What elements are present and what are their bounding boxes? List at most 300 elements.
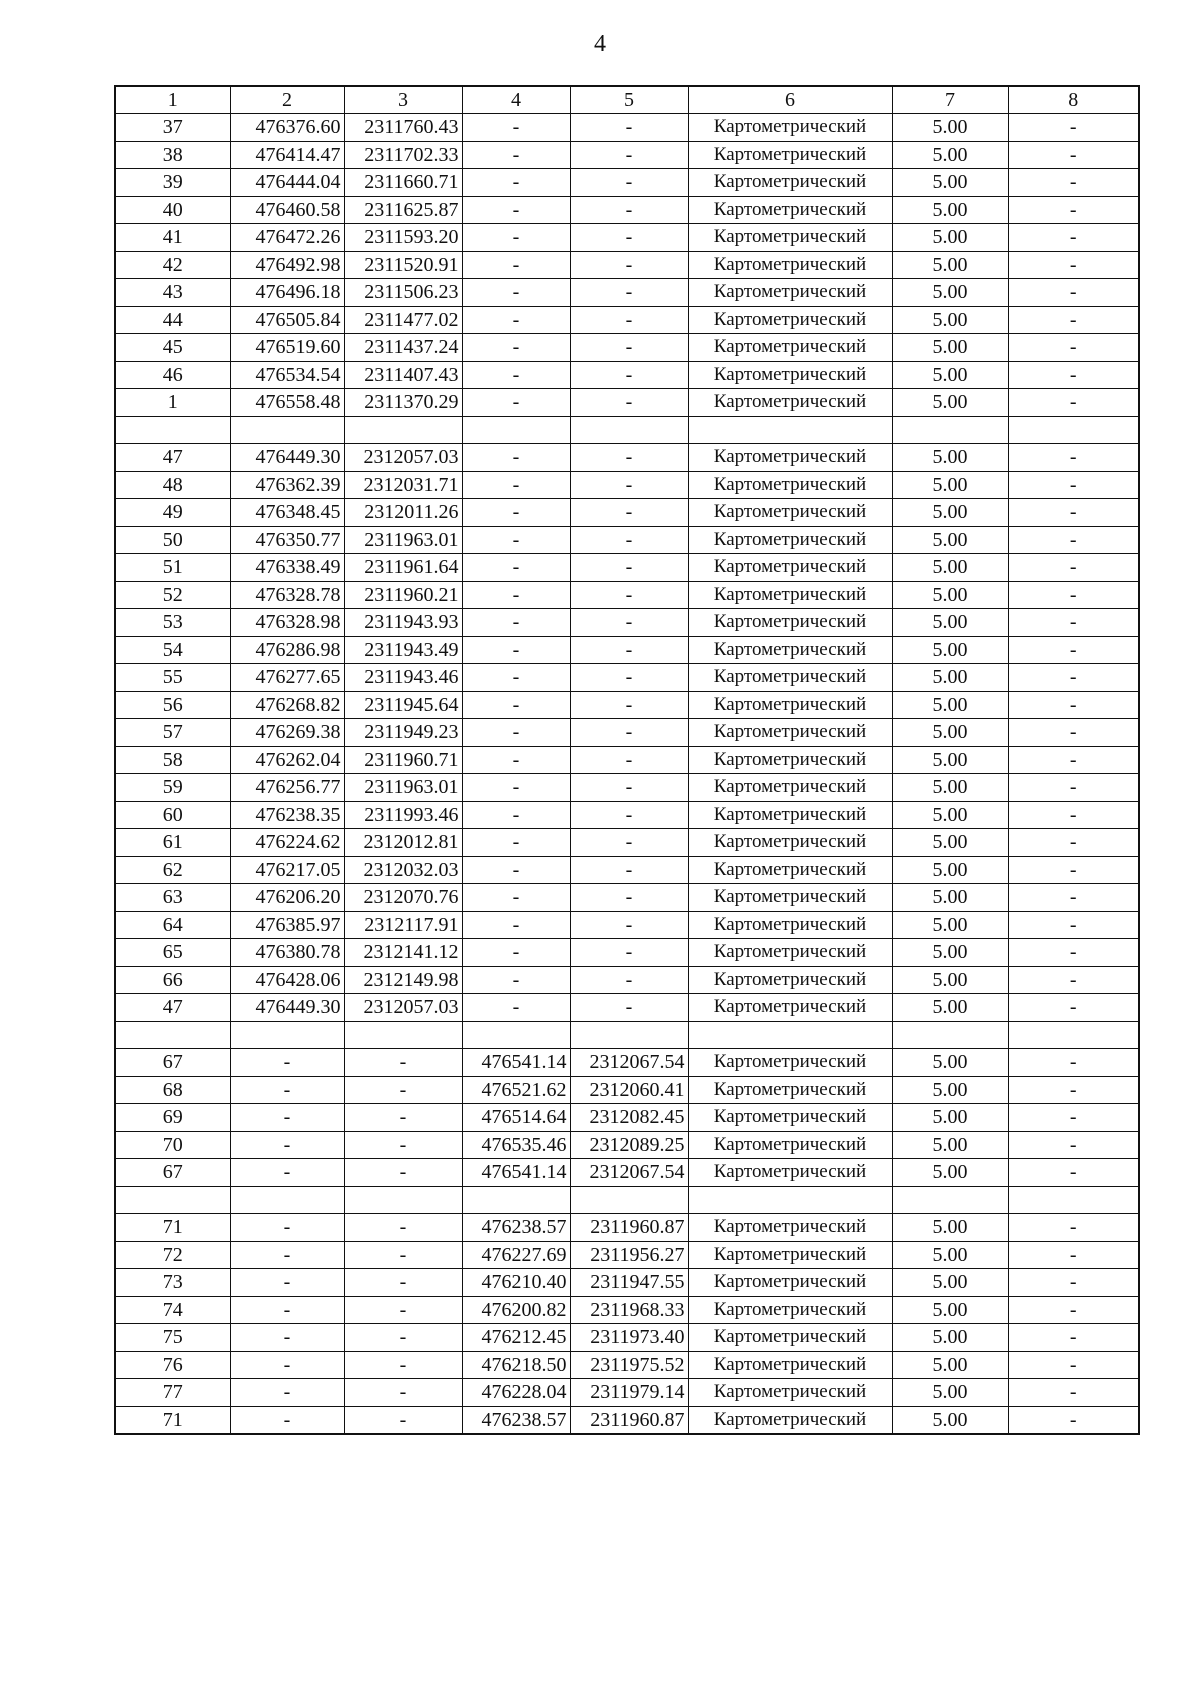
precision-cell: 5.00 — [892, 554, 1008, 582]
y-existing-cell: 2311437.24 — [344, 334, 462, 362]
description-cell: - — [1008, 169, 1139, 197]
x-new-cell: - — [462, 141, 570, 169]
table-row — [115, 1241, 1139, 1269]
x-new-cell: - — [462, 526, 570, 554]
description-cell: - — [1008, 224, 1139, 252]
y-existing-cell: - — [344, 1324, 462, 1352]
table-row — [115, 939, 1139, 967]
method-cell: Картометрический — [688, 994, 892, 1022]
x-existing-cell: 476519.60 — [230, 334, 344, 362]
x-new-cell: 476238.57 — [462, 1214, 570, 1242]
y-existing-cell: 2311960.71 — [344, 746, 462, 774]
precision-cell: 5.00 — [892, 884, 1008, 912]
separator-row — [115, 1021, 1139, 1049]
description-cell: - — [1008, 1076, 1139, 1104]
x-new-cell: 476210.40 — [462, 1269, 570, 1297]
y-existing-cell: - — [344, 1131, 462, 1159]
description-cell: - — [1008, 361, 1139, 389]
y-existing-cell: 2311943.49 — [344, 636, 462, 664]
y-existing-cell: 2311660.71 — [344, 169, 462, 197]
table-row — [115, 554, 1139, 582]
y-existing-cell: - — [344, 1296, 462, 1324]
x-new-cell: 476541.14 — [462, 1159, 570, 1187]
x-new-cell: - — [462, 306, 570, 334]
x-existing-cell: 476380.78 — [230, 939, 344, 967]
x-existing-cell: 476338.49 — [230, 554, 344, 582]
point-number-cell: 60 — [115, 801, 230, 829]
table-row — [115, 774, 1139, 802]
table-row — [115, 966, 1139, 994]
method-cell: Картометрический — [688, 1241, 892, 1269]
y-new-cell: 2311956.27 — [570, 1241, 688, 1269]
table-row — [115, 279, 1139, 307]
y-existing-cell: 2311963.01 — [344, 526, 462, 554]
header-cell: 2 — [230, 86, 344, 114]
y-new-cell: - — [570, 994, 688, 1022]
y-new-cell: - — [570, 444, 688, 472]
x-existing-cell: - — [230, 1324, 344, 1352]
description-cell: - — [1008, 801, 1139, 829]
method-cell: Картометрический — [688, 114, 892, 142]
x-existing-cell: 476350.77 — [230, 526, 344, 554]
method-cell — [688, 1021, 892, 1049]
precision-cell: 5.00 — [892, 361, 1008, 389]
precision-cell: 5.00 — [892, 499, 1008, 527]
point-number-cell: 77 — [115, 1379, 230, 1407]
x-new-cell: 476228.04 — [462, 1379, 570, 1407]
method-cell: Картометрический — [688, 1324, 892, 1352]
y-existing-cell: 2311945.64 — [344, 691, 462, 719]
y-existing-cell — [344, 416, 462, 444]
table-row — [115, 499, 1139, 527]
y-existing-cell: 2311407.43 — [344, 361, 462, 389]
description-cell — [1008, 1021, 1139, 1049]
method-cell: Картометрический — [688, 279, 892, 307]
table-row — [115, 1076, 1139, 1104]
y-new-cell: - — [570, 609, 688, 637]
point-number-cell: 43 — [115, 279, 230, 307]
point-number-cell: 45 — [115, 334, 230, 362]
point-number-cell: 47 — [115, 994, 230, 1022]
y-new-cell: - — [570, 334, 688, 362]
table-row — [115, 691, 1139, 719]
header-cell: 4 — [462, 86, 570, 114]
point-number-cell: 56 — [115, 691, 230, 719]
description-cell: - — [1008, 1269, 1139, 1297]
x-existing-cell: 476286.98 — [230, 636, 344, 664]
x-existing-cell: 476269.38 — [230, 719, 344, 747]
precision-cell: 5.00 — [892, 471, 1008, 499]
x-new-cell: 476200.82 — [462, 1296, 570, 1324]
table-row — [115, 719, 1139, 747]
precision-cell: 5.00 — [892, 141, 1008, 169]
point-number-cell: 71 — [115, 1406, 230, 1434]
y-existing-cell: 2312057.03 — [344, 994, 462, 1022]
precision-cell: 5.00 — [892, 691, 1008, 719]
x-existing-cell: 476492.98 — [230, 251, 344, 279]
x-new-cell: - — [462, 911, 570, 939]
table-row — [115, 1379, 1139, 1407]
x-new-cell: 476541.14 — [462, 1049, 570, 1077]
x-new-cell: - — [462, 196, 570, 224]
table-row — [115, 994, 1139, 1022]
method-cell: Картометрический — [688, 169, 892, 197]
x-existing-cell: 476444.04 — [230, 169, 344, 197]
x-existing-cell: 476268.82 — [230, 691, 344, 719]
x-existing-cell: 476472.26 — [230, 224, 344, 252]
y-existing-cell: 2312141.12 — [344, 939, 462, 967]
point-number-cell: 67 — [115, 1049, 230, 1077]
method-cell: Картометрический — [688, 334, 892, 362]
description-cell: - — [1008, 1241, 1139, 1269]
y-existing-cell: 2311961.64 — [344, 554, 462, 582]
description-cell: - — [1008, 1214, 1139, 1242]
method-cell: Картометрический — [688, 801, 892, 829]
x-existing-cell: 476328.98 — [230, 609, 344, 637]
method-cell: Картометрический — [688, 829, 892, 857]
method-cell: Картометрический — [688, 389, 892, 417]
method-cell: Картометрический — [688, 224, 892, 252]
x-new-cell: - — [462, 884, 570, 912]
point-number-cell: 51 — [115, 554, 230, 582]
y-new-cell: - — [570, 499, 688, 527]
x-new-cell: 476227.69 — [462, 1241, 570, 1269]
table-row — [115, 801, 1139, 829]
method-cell: Картометрический — [688, 1351, 892, 1379]
x-new-cell: - — [462, 609, 570, 637]
y-new-cell: - — [570, 141, 688, 169]
y-new-cell: - — [570, 526, 688, 554]
y-existing-cell: 2311702.33 — [344, 141, 462, 169]
y-existing-cell: 2311949.23 — [344, 719, 462, 747]
method-cell — [688, 416, 892, 444]
y-new-cell: - — [570, 911, 688, 939]
point-number-cell: 54 — [115, 636, 230, 664]
table-row — [115, 746, 1139, 774]
table-row — [115, 829, 1139, 857]
precision-cell: 5.00 — [892, 856, 1008, 884]
y-new-cell: - — [570, 169, 688, 197]
y-existing-cell: - — [344, 1406, 462, 1434]
x-new-cell — [462, 1021, 570, 1049]
table-row — [115, 1296, 1139, 1324]
table-row — [115, 114, 1139, 142]
x-existing-cell: 476224.62 — [230, 829, 344, 857]
precision-cell: 5.00 — [892, 746, 1008, 774]
table-row — [115, 1406, 1139, 1434]
table-body — [115, 86, 1139, 1434]
method-cell: Картометрический — [688, 1131, 892, 1159]
table-row — [115, 444, 1139, 472]
table-row — [115, 1324, 1139, 1352]
y-new-cell: 2312060.41 — [570, 1076, 688, 1104]
x-new-cell: - — [462, 636, 570, 664]
table-row — [115, 609, 1139, 637]
y-new-cell: - — [570, 581, 688, 609]
y-existing-cell: - — [344, 1269, 462, 1297]
y-new-cell: - — [570, 691, 688, 719]
y-new-cell: - — [570, 224, 688, 252]
precision-cell: 5.00 — [892, 911, 1008, 939]
y-existing-cell: 2312057.03 — [344, 444, 462, 472]
x-existing-cell: 476449.30 — [230, 994, 344, 1022]
y-new-cell: - — [570, 966, 688, 994]
y-new-cell: - — [570, 471, 688, 499]
method-cell: Картометрический — [688, 719, 892, 747]
x-existing-cell: - — [230, 1379, 344, 1407]
y-existing-cell: 2312031.71 — [344, 471, 462, 499]
x-new-cell — [462, 416, 570, 444]
x-new-cell: - — [462, 856, 570, 884]
y-new-cell: 2312082.45 — [570, 1104, 688, 1132]
x-existing-cell: 476449.30 — [230, 444, 344, 472]
point-number-cell: 71 — [115, 1214, 230, 1242]
precision-cell: 5.00 — [892, 1049, 1008, 1077]
table-row — [115, 471, 1139, 499]
method-cell: Картометрический — [688, 691, 892, 719]
method-cell: Картометрический — [688, 1379, 892, 1407]
x-existing-cell: 476217.05 — [230, 856, 344, 884]
precision-cell: 5.00 — [892, 801, 1008, 829]
point-number-cell: 41 — [115, 224, 230, 252]
table-row — [115, 911, 1139, 939]
description-cell: - — [1008, 1379, 1139, 1407]
table-row — [115, 1351, 1139, 1379]
point-number-cell: 39 — [115, 169, 230, 197]
x-existing-cell: - — [230, 1131, 344, 1159]
x-existing-cell: - — [230, 1104, 344, 1132]
method-cell: Картометрический — [688, 911, 892, 939]
method-cell: Картометрический — [688, 1159, 892, 1187]
description-cell: - — [1008, 966, 1139, 994]
x-existing-cell: 476505.84 — [230, 306, 344, 334]
description-cell: - — [1008, 609, 1139, 637]
y-existing-cell: - — [344, 1159, 462, 1187]
x-new-cell: - — [462, 389, 570, 417]
precision-cell: 5.00 — [892, 581, 1008, 609]
point-number-cell: 64 — [115, 911, 230, 939]
x-new-cell: 476218.50 — [462, 1351, 570, 1379]
method-cell: Картометрический — [688, 609, 892, 637]
x-new-cell: - — [462, 746, 570, 774]
point-number-cell — [115, 1186, 230, 1214]
description-cell: - — [1008, 581, 1139, 609]
description-cell: - — [1008, 774, 1139, 802]
x-existing-cell: - — [230, 1406, 344, 1434]
method-cell: Картометрический — [688, 1406, 892, 1434]
precision-cell: 5.00 — [892, 224, 1008, 252]
x-existing-cell: - — [230, 1159, 344, 1187]
table-row — [115, 664, 1139, 692]
x-existing-cell: 476534.54 — [230, 361, 344, 389]
precision-cell — [892, 416, 1008, 444]
precision-cell: 5.00 — [892, 1131, 1008, 1159]
description-cell: - — [1008, 664, 1139, 692]
point-number-cell: 52 — [115, 581, 230, 609]
method-cell: Картометрический — [688, 636, 892, 664]
y-new-cell: - — [570, 361, 688, 389]
x-new-cell: - — [462, 664, 570, 692]
x-new-cell: 476514.64 — [462, 1104, 570, 1132]
y-new-cell: 2311979.14 — [570, 1379, 688, 1407]
header-cell: 8 — [1008, 86, 1139, 114]
precision-cell: 5.00 — [892, 939, 1008, 967]
precision-cell: 5.00 — [892, 1269, 1008, 1297]
method-cell: Картометрический — [688, 554, 892, 582]
y-existing-cell: - — [344, 1049, 462, 1077]
table-row — [115, 581, 1139, 609]
precision-cell: 5.00 — [892, 1104, 1008, 1132]
description-cell: - — [1008, 334, 1139, 362]
y-existing-cell: 2311960.21 — [344, 581, 462, 609]
y-existing-cell: 2311593.20 — [344, 224, 462, 252]
table-row — [115, 251, 1139, 279]
method-cell: Картометрический — [688, 444, 892, 472]
x-new-cell: - — [462, 994, 570, 1022]
point-number-cell: 48 — [115, 471, 230, 499]
description-cell: - — [1008, 499, 1139, 527]
precision-cell: 5.00 — [892, 169, 1008, 197]
y-new-cell: 2312067.54 — [570, 1159, 688, 1187]
header-cell: 3 — [344, 86, 462, 114]
y-new-cell: - — [570, 719, 688, 747]
table-row — [115, 526, 1139, 554]
description-cell: - — [1008, 829, 1139, 857]
y-new-cell — [570, 1186, 688, 1214]
table-row — [115, 636, 1139, 664]
table-row — [115, 1159, 1139, 1187]
y-existing-cell — [344, 1021, 462, 1049]
description-cell: - — [1008, 306, 1139, 334]
x-existing-cell: 476206.20 — [230, 884, 344, 912]
method-cell: Картометрический — [688, 774, 892, 802]
y-new-cell: 2311947.55 — [570, 1269, 688, 1297]
y-new-cell: - — [570, 554, 688, 582]
x-existing-cell: 476348.45 — [230, 499, 344, 527]
x-new-cell: - — [462, 114, 570, 142]
method-cell: Картометрический — [688, 884, 892, 912]
y-new-cell: - — [570, 746, 688, 774]
x-new-cell: - — [462, 471, 570, 499]
y-new-cell — [570, 1021, 688, 1049]
description-cell: - — [1008, 1104, 1139, 1132]
y-existing-cell: 2311520.91 — [344, 251, 462, 279]
point-number-cell: 61 — [115, 829, 230, 857]
description-cell: - — [1008, 471, 1139, 499]
description-cell: - — [1008, 251, 1139, 279]
description-cell: - — [1008, 141, 1139, 169]
method-cell: Картометрический — [688, 251, 892, 279]
y-new-cell: 2311960.87 — [570, 1406, 688, 1434]
point-number-cell: 53 — [115, 609, 230, 637]
description-cell: - — [1008, 554, 1139, 582]
x-new-cell: - — [462, 581, 570, 609]
x-existing-cell: - — [230, 1269, 344, 1297]
x-new-cell: - — [462, 499, 570, 527]
x-new-cell: - — [462, 251, 570, 279]
x-existing-cell: - — [230, 1296, 344, 1324]
description-cell: - — [1008, 1324, 1139, 1352]
table-row — [115, 1049, 1139, 1077]
table-row — [115, 389, 1139, 417]
point-number-cell: 47 — [115, 444, 230, 472]
point-number-cell: 46 — [115, 361, 230, 389]
x-existing-cell: 476414.47 — [230, 141, 344, 169]
method-cell: Картометрический — [688, 1049, 892, 1077]
point-number-cell: 49 — [115, 499, 230, 527]
precision-cell: 5.00 — [892, 196, 1008, 224]
description-cell: - — [1008, 444, 1139, 472]
y-new-cell: - — [570, 856, 688, 884]
method-cell: Картометрический — [688, 196, 892, 224]
method-cell: Картометрический — [688, 939, 892, 967]
page-number: 4 — [594, 31, 606, 57]
x-new-cell: - — [462, 966, 570, 994]
x-existing-cell: 476362.39 — [230, 471, 344, 499]
header-cell: 7 — [892, 86, 1008, 114]
y-new-cell: - — [570, 664, 688, 692]
method-cell: Картометрический — [688, 746, 892, 774]
y-new-cell: - — [570, 389, 688, 417]
method-cell: Картометрический — [688, 1104, 892, 1132]
x-existing-cell: 476238.35 — [230, 801, 344, 829]
x-new-cell: - — [462, 361, 570, 389]
x-existing-cell: 476376.60 — [230, 114, 344, 142]
y-existing-cell: 2312032.03 — [344, 856, 462, 884]
description-cell: - — [1008, 1351, 1139, 1379]
description-cell: - — [1008, 1049, 1139, 1077]
description-cell: - — [1008, 994, 1139, 1022]
table-row — [115, 224, 1139, 252]
table-row — [115, 884, 1139, 912]
x-existing-cell: - — [230, 1076, 344, 1104]
x-new-cell: - — [462, 719, 570, 747]
x-existing-cell: 476277.65 — [230, 664, 344, 692]
description-cell: - — [1008, 1296, 1139, 1324]
description-cell: - — [1008, 1159, 1139, 1187]
precision-cell: 5.00 — [892, 279, 1008, 307]
precision-cell: 5.00 — [892, 1159, 1008, 1187]
point-number-cell: 72 — [115, 1241, 230, 1269]
y-existing-cell: - — [344, 1076, 462, 1104]
x-new-cell: 476521.62 — [462, 1076, 570, 1104]
x-new-cell: 476238.57 — [462, 1406, 570, 1434]
x-new-cell: 476535.46 — [462, 1131, 570, 1159]
separator-row — [115, 416, 1139, 444]
header-cell: 1 — [115, 86, 230, 114]
x-existing-cell: 476256.77 — [230, 774, 344, 802]
method-cell: Картометрический — [688, 1296, 892, 1324]
point-number-cell: 67 — [115, 1159, 230, 1187]
x-new-cell: - — [462, 829, 570, 857]
description-cell: - — [1008, 746, 1139, 774]
point-number-cell: 74 — [115, 1296, 230, 1324]
precision-cell: 5.00 — [892, 389, 1008, 417]
point-number-cell: 76 — [115, 1351, 230, 1379]
y-existing-cell: - — [344, 1214, 462, 1242]
precision-cell: 5.00 — [892, 1076, 1008, 1104]
x-new-cell: - — [462, 554, 570, 582]
y-existing-cell: 2311760.43 — [344, 114, 462, 142]
point-number-cell: 44 — [115, 306, 230, 334]
point-number-cell: 58 — [115, 746, 230, 774]
header-cell: 5 — [570, 86, 688, 114]
description-cell: - — [1008, 719, 1139, 747]
x-existing-cell: 476460.58 — [230, 196, 344, 224]
y-existing-cell: 2312012.81 — [344, 829, 462, 857]
point-number-cell — [115, 1021, 230, 1049]
method-cell: Картометрический — [688, 361, 892, 389]
